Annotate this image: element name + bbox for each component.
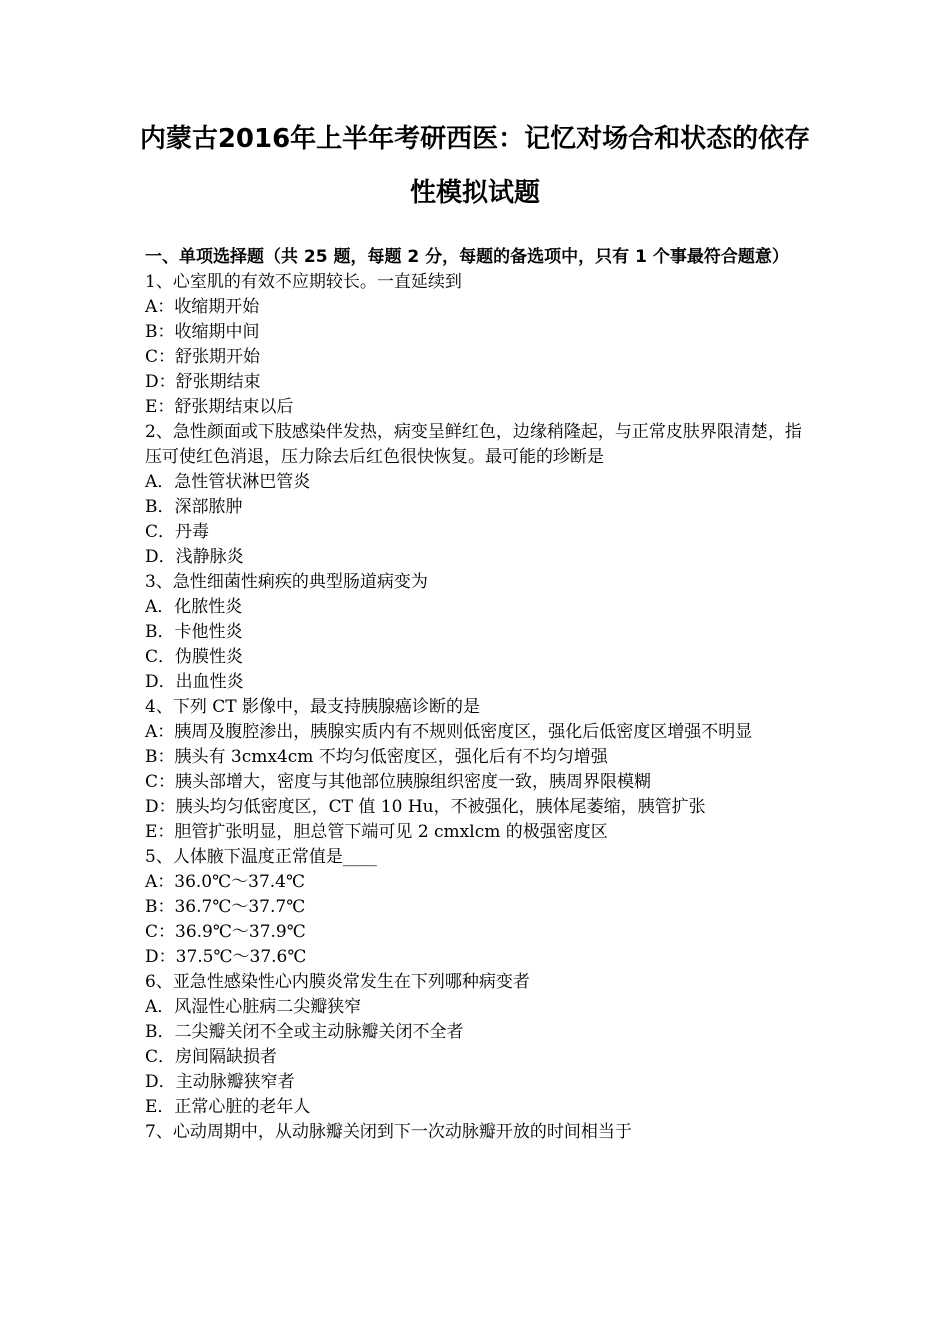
question-6-option-d: D．主动脉瓣狭窄者: [145, 1072, 295, 1092]
question-4: 4、下列 CT 影像中，最支持胰腺癌诊断的是: [145, 697, 480, 717]
question-6-option-b: B．二尖瓣关闭不全或主动脉瓣关闭不全者: [145, 1022, 464, 1042]
section-heading: 一、单项选择题（共 25 题，每题 2 分，每题的备选项中，只有 1 个事最符合题意）: [145, 247, 789, 267]
question-5-option-a: A：36.0℃～37.4℃: [145, 872, 306, 892]
question-6-option-e: E．正常心脏的老年人: [145, 1097, 311, 1117]
question-2-option-a: A．急性管状淋巴管炎: [145, 472, 311, 492]
question-4-option-b: B：胰头有 3cmx4cm 不均匀低密度区，强化后有不均匀增强: [145, 747, 608, 767]
question-1-option-e: E：舒张期结束以后: [145, 397, 294, 417]
question-4-option-c: C：胰头部增大，密度与其他部位胰腺组织密度一致，胰周界限模糊: [145, 772, 652, 792]
question-7: 7、心动周期中，从动脉瓣关闭到下一次动脉瓣开放的时间相当于: [145, 1122, 632, 1142]
question-5-option-b: B：36.7℃～37.7℃: [145, 897, 306, 917]
question-1: 1、心室肌的有效不应期较长。一直延续到: [145, 272, 462, 292]
question-6-option-a: A．风湿性心脏病二尖瓣狭窄: [145, 997, 362, 1017]
question-4-option-a: A：胰周及腹腔渗出，胰腺实质内有不规则低密度区，强化后低密度区增强不明显: [145, 722, 753, 742]
question-4-option-e: E：胆管扩张明显，胆总管下端可见 2 cmxlcm 的极强密度区: [145, 822, 608, 842]
question-3-option-c: C．伪膜性炎: [145, 647, 244, 667]
title-line-1: 内蒙古2016年上半年考研西医：记忆对场合和状态的依存: [139, 124, 811, 154]
question-4-option-d: D：胰头均匀低密度区，CT 值 10 Hu，不被强化，胰体尾萎缩，胰管扩张: [145, 797, 706, 817]
question-5-option-c: C：36.9℃～37.9℃: [145, 922, 306, 942]
question-1-option-b: B：收缩期中间: [145, 322, 260, 342]
question-5-option-d: D：37.5℃～37.6℃: [145, 947, 307, 967]
question-6-option-c: C．房间隔缺损者: [145, 1047, 278, 1067]
question-3-option-a: A．化脓性炎: [145, 597, 243, 617]
question-2: 2、急性颜面或下肢感染伴发热，病变呈鲜红色，边缘稍隆起，与正常皮肤界限清楚，指压可使红色消退，压力除去后红色很快恢复。最可能的珍断是: [145, 422, 802, 467]
title-line-2: 性模拟试题: [409, 178, 540, 208]
question-1-option-c: C：舒张期开始: [145, 347, 261, 367]
question-3-option-d: D．出血性炎: [145, 672, 244, 692]
document-title: [120, 112, 830, 220]
question-1-option-a: A：收缩期开始: [145, 297, 260, 317]
question-3-option-b: B．卡他性炎: [145, 622, 243, 642]
question-1-option-d: D：舒张期结束: [145, 372, 261, 392]
question-3: 3、急性细菌性痢疾的典型肠道病变为: [145, 572, 428, 592]
question-2-option-c: C．丹毒: [145, 522, 210, 542]
document-body: [145, 245, 811, 1145]
question-2-option-b: B．深部脓肿: [145, 497, 243, 517]
question-6: 6、亚急性感染性心内膜炎常发生在下列哪种病变者: [145, 972, 530, 992]
question-5: 5、人体腋下温度正常值是____: [145, 847, 377, 867]
question-2-option-d: D．浅静脉炎: [145, 547, 244, 567]
